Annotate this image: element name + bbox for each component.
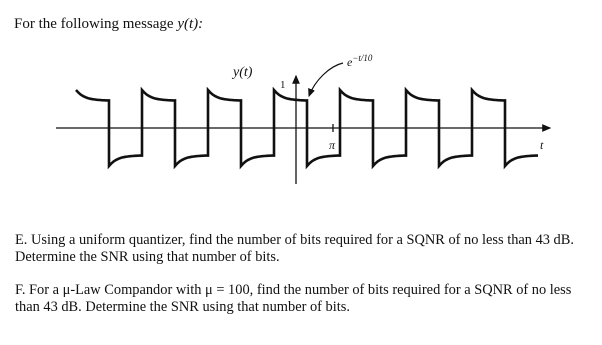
intro-text: For the following message bbox=[14, 16, 178, 32]
pi-label: π bbox=[329, 138, 336, 152]
envelope-pointer-arrow bbox=[309, 63, 343, 96]
question-e: E. Using a uniform quantizer, find the number of bits required for a SQNR of no less than 43 dB. Determine the SNR using that number of bits. bbox=[15, 232, 574, 265]
question-f: F. For a μ-Law Compandor with μ = 100, find the number of bits required for a SQNR of no less than 43 dB. Determine the SNR using that number of bits. bbox=[15, 282, 572, 315]
signal-label: y(t) bbox=[233, 65, 253, 80]
envelope-exponent: −t/10 bbox=[352, 53, 373, 63]
time-axis-label: t bbox=[540, 138, 544, 152]
envelope-label bbox=[347, 53, 373, 69]
envelope-base: e bbox=[347, 55, 353, 69]
intro-signal-name: y(t): bbox=[177, 16, 204, 32]
amplitude-label: 1 bbox=[280, 79, 286, 91]
